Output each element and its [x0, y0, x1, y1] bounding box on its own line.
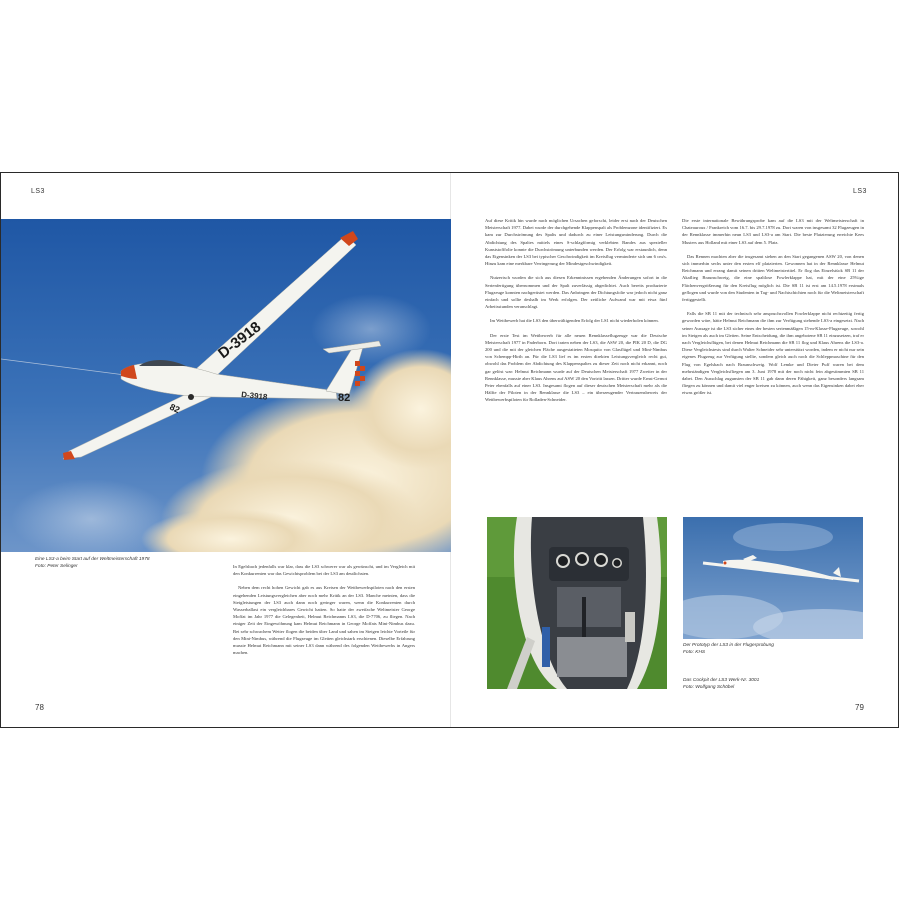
- left-page-body: [233, 563, 415, 663]
- paragraph: Falls die SB 11 mit der technisch sehr anspruchsvollen Fowlerklappe nicht rechtzeitig fertig geworden wäre, hätte Helmut Reichmann die ihm zur Verfügung stehende LS3-a eingesetzt. Nach seiner Aussage ist die LS3 sicher eines der besten serienmäßigen 15-m-Klasse-Flugzeuge, sowohl im Steigen als auch im Gleiten. Seine Entscheidung, die ihm angebotene SB 11 einzusetzen, traf er nach Vergleichsflügen, bei denen Helmut Reichmann die SB 11 flog und Klaus Ahrens die LS3-a. Diese Vergleichstests sind durch Walter Schneider sehr unterstützt worden, indem er nicht nur sein eigenes Flugzeug zur Verfügung stellte, sondern gleich auch noch die Schleppmaschine für den Flug von Egelsbach nach Braunschweig. Wolf Lemke und Dieter Puff waren bei dem mehrständigen Vergleichsfliegen am 3. Juni 1978 mit der noch nicht fein abgestimmten SB 11 dabei. Den Ausschlag zugunsten der SB 11 gab dann deren Fähigkeit, ganz besonders langsam fliegen zu können und damit viel enger kreisen zu können, auch wenn das Eigensinken dabei eher etwas größer ist.: [682, 311, 864, 396]
- paragraph: Der erste Test im Wettbewerb für alle neuen Rennklasseflugzeuge war die Deutsche Meisterschaft 1977 in Paderborn. Dort traten neben der LS3, die ASW 20, die PIK 20 D, die DG 200 und die mit der gleichen Fläche ausgestatteten Mosquito von Glasflügel und Mini-Nimbus von Schempp-Hirth an. Für die LS3 lief es im ersten direkten Leistungsvergleich recht gut, obwohl das Problem der Abdichtung des Klappenspaltes zu dieser Zeit noch nicht erkannt, noch gar gelöst war: Helmut Reichmann wurde auf der Deutschen Meisterschaft 1977 Zweiter in der Rennklasse, musste aber Klaus Ahrens auf ASW 20 den Vortritt lassen. Dritter wurde Ernst-Gernot Peter ebenfalls auf einer LS3. Insgesamt flogen auf dieser deutschen Meisterschaft mehr als die Hälfte der Piloten in der Rennklasse die LS3 – ein überzeugender Vertrauensbeweis der Wettbewerbspiloten für Rolladen-Schneider.: [485, 332, 667, 403]
- left-page-number: 78: [35, 703, 44, 712]
- fin-number: 82: [338, 392, 351, 404]
- prototype-photo-caption: [683, 642, 863, 656]
- caption-text: Eine LS3-a beim Start auf der Weltmeisterschaft 1978: [35, 557, 150, 562]
- prototype-photo: [683, 517, 863, 639]
- book-spread: [0, 172, 899, 728]
- caption-text: Das Cockpit der LS3 Werk-Nr. 3001: [683, 678, 760, 683]
- paragraph: Nutzerisch wurden die sich aus diesen Erkenntnissen ergebenden Änderungen sofort in die Serienfertigung übernommen und der Spalt zuverlässig abgedichtet. Auch bereits produzierte Flugzeuge konnten nachgerüstet werden. Das Anbringen der Dichtungsfolie war jedoch nicht ganz einfach und sollte deshalb im Werk erfolgen. Der zeitliche Aufwand war mit etwa fünf Arbeitsstunden veranschlagt.: [485, 275, 667, 310]
- caption-text: Der Prototyp der LS3 in der Flugerprobung: [683, 643, 774, 648]
- paragraph: Das Rennen machten aber die insgesamt sieben an den Start gegangenen ASW 20, von denen sich immerhin sechs unter den ersten elf platzierten. Gewonnen hat in der Rennklasse Helmut Reichmann und errang damit seinen dritten Weltmeistertitel. Er flog das Einzelstück SB 11 der Akaflieg Braunschweig, die eine spaltlose Fowlerklappe hat, mit der eine 25%ige Flächenvergrößerung für den Kreisflug möglich ist. Die SB 11 ist erst am 14.5.1978 erstmals geflogen und wurde von den Studenten in Tag- und Nachtschichten noch für die Weltmeisterschaft fertiggestellt.: [682, 253, 864, 303]
- caption-credit: Foto: Wolfgang Schöbel: [683, 685, 735, 691]
- right-page-number: 79: [855, 703, 864, 712]
- glider-launch-photo: [1, 219, 451, 552]
- paragraph: Im Wettbewerb hat die LS3 den überwältigenden Erfolg der LS1 nicht wiederholen können.: [490, 318, 659, 324]
- left-running-head: LS3: [31, 188, 45, 195]
- cockpit-photo: [487, 517, 667, 689]
- fuselage-registration: D-3918: [240, 390, 268, 402]
- paragraph: In Egelsbach jedenfalls war klar, dass die LS3 schwerer war als gewünscht, und im Vergleich mit den Konkurrenten war das Gewichtsproblem bei der LS3 am deutlichsten.: [233, 564, 415, 577]
- lower-wing-number: 82: [168, 401, 182, 416]
- right-running-head: LS3: [853, 188, 867, 195]
- caption-credit: Foto: Peter Selinger: [35, 564, 78, 570]
- paragraph: Die erste internationale Bewährungsprobe kam auf die LS3 mit der Weltmeisterschaft in Chateauroux / Frankreich vom 16.7. bis 29.7.1978 zu. Dort waren von insgesamt 32 Flugzeugen in der Rennklasse immerhin neun LS3 und LS3-a am Start. Die beste Platzierung erreichte Kees Musters aus Holland mit einer LS3 auf dem 5. Platz.: [682, 218, 864, 245]
- paragraph: Auf diese Kritik hin wurde nach möglichen Ursachen geforscht, leider erst nach der Deutschen Meisterschaft 1977. Dabei wurde der durchgehende Klappenspalt als Problemzone identifiziert. Es kam zur Durchströmung des Spalts und dadurch zu einer Leistungsminderung. Durch die Abdichtung des Spaltes mittels eines S-schlagförmig verklebten Bandes aus spezieller Kunststofffolie konnte die Durchströmung unterbunden werden. Der Erfolg war erstaunlich, denn das Eigensinken der LS3 bei typischer Geschwindigkeit im Kreisflug verminderte sich um 6 cm/s. Hinzu kam eine merkbare Verringerung der Mindestgeschwindigkeit.: [485, 218, 667, 267]
- caption-credit: Foto: KHS: [683, 650, 706, 656]
- right-page-column-2: [682, 217, 864, 404]
- right-page-column-1: [485, 217, 667, 411]
- wing-registration: D-3918: [214, 318, 265, 363]
- glider-photo-caption: [35, 556, 235, 570]
- paragraph: Neben dem recht hohen Gewicht gab es aus Kreisen der Wettbewerbspiloten nach den ersten eingehenden Leistungsvergleichen aber noch mehr Kritik an der LS3. Manche meinten, dass die Steigleistungen der LS3 auch dann noch geringer waren, wenn die Konkurrenten durch Wasserballast ein vergleichbares Gewicht hatten. So hatte der zweifache Weltmeister George Moffat im Jahr 1977 die Gelegenheit, Helmut Reichmanns LS3, die D-7706, zu fliegen. Nach einiger Zeit der Eingewöhnung kam Helmut Reichmann in George Moffats Mini-Nimbus dazu. Bei sehr schwachem Wetter flogen die beiden über Land und sahen im Steigen leichte Vorteile für den Mini-Nimbus, während die Flugzeuge im Gleiten gleichstark erschienen. Dieselbe Erfahrung musste Helmut Reichmann mit seiner LS3 dann während des folgenden Wettbewerbs in Angers machen.: [233, 585, 415, 656]
- cockpit-photo-caption: [683, 677, 863, 691]
